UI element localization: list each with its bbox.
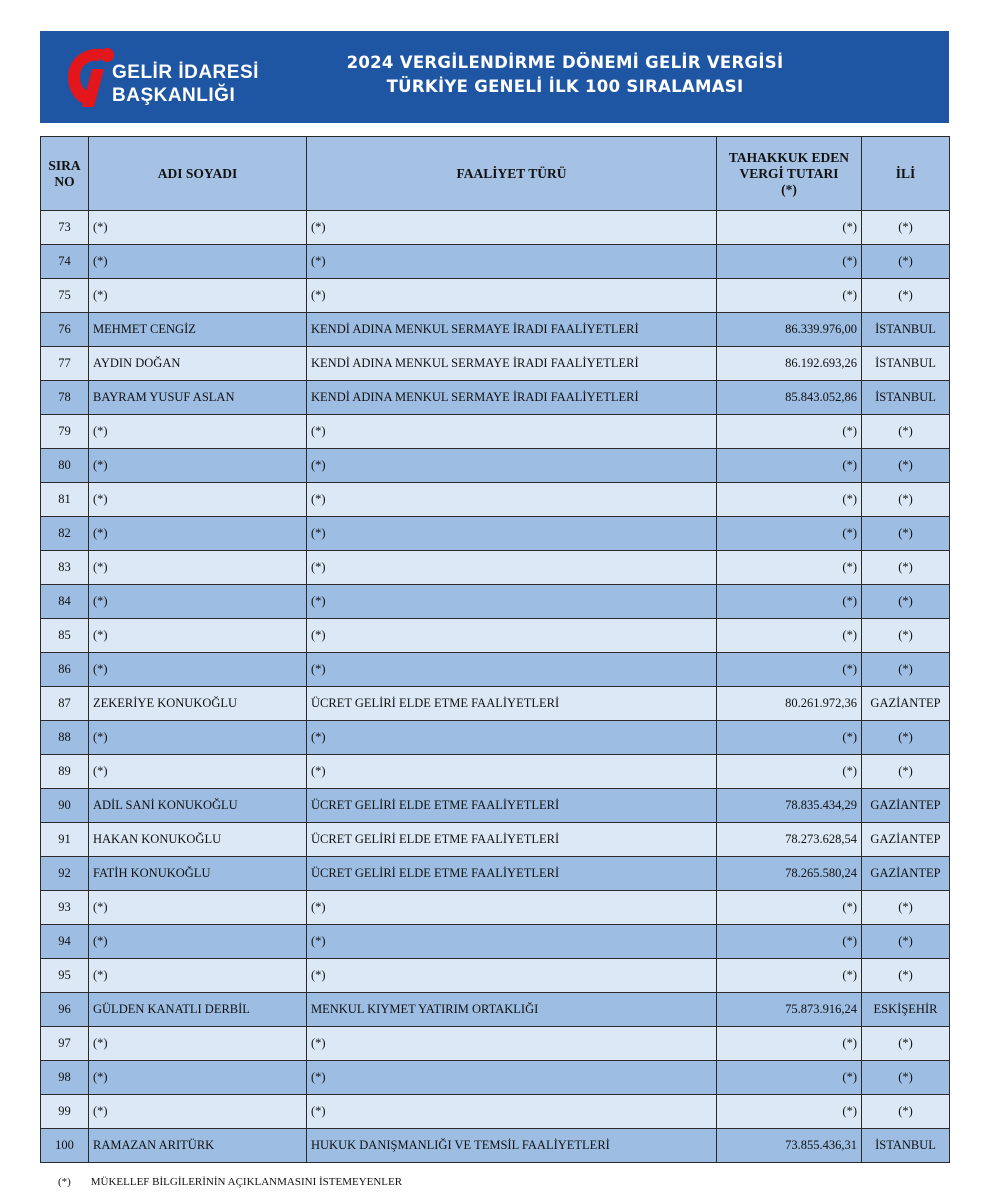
cell-activity: (*): [307, 653, 717, 687]
table-row: [41, 449, 950, 483]
cell-city: İSTANBUL: [862, 381, 950, 415]
cell-tax-amount: (*): [717, 551, 862, 585]
table-row: [41, 347, 950, 381]
table-row: [41, 823, 950, 857]
cell-name: RAMAZAN ARITÜRK: [89, 1129, 307, 1163]
cell-rank-no: 74: [41, 245, 89, 279]
cell-tax-amount: (*): [717, 619, 862, 653]
cell-tax-amount: (*): [717, 1095, 862, 1129]
gib-logo: [62, 41, 272, 113]
table-row: [41, 1027, 950, 1061]
cell-activity: (*): [307, 925, 717, 959]
table-row: [41, 381, 950, 415]
cell-activity: (*): [307, 721, 717, 755]
cell-city: ESKİŞEHİR: [862, 993, 950, 1027]
cell-tax-amount: 80.261.972,36: [717, 687, 862, 721]
cell-tax-amount: 85.843.052,86: [717, 381, 862, 415]
cell-city: (*): [862, 551, 950, 585]
cell-rank-no: 96: [41, 993, 89, 1027]
cell-activity: (*): [307, 1095, 717, 1129]
cell-activity: ÜCRET GELİRİ ELDE ETME FAALİYETLERİ: [307, 823, 717, 857]
table-row: [41, 585, 950, 619]
cell-tax-amount: 78.265.580,24: [717, 857, 862, 891]
col-header-name: ADI SOYADI: [89, 137, 307, 211]
table-row: [41, 517, 950, 551]
cell-city: (*): [862, 415, 950, 449]
table-row: [41, 551, 950, 585]
page-title: [290, 51, 840, 99]
cell-name: (*): [89, 891, 307, 925]
page-title-line2: TÜRKİYE GENELİ İLK 100 SIRALAMASI: [386, 77, 744, 96]
cell-activity: (*): [307, 449, 717, 483]
cell-name: (*): [89, 517, 307, 551]
table-row: [41, 415, 950, 449]
cell-tax-amount: (*): [717, 449, 862, 483]
org-name-line1: GELİR İDARESİ: [112, 62, 259, 83]
cell-tax-amount: (*): [717, 585, 862, 619]
cell-city: (*): [862, 1061, 950, 1095]
footnote-mark: (*): [58, 1176, 71, 1188]
table-row: [41, 313, 950, 347]
cell-activity: (*): [307, 619, 717, 653]
cell-name: (*): [89, 925, 307, 959]
cell-name: (*): [89, 483, 307, 517]
col-header-amount: [717, 137, 862, 211]
cell-city: (*): [862, 959, 950, 993]
cell-activity: (*): [307, 483, 717, 517]
cell-city: İSTANBUL: [862, 313, 950, 347]
cell-rank-no: 84: [41, 585, 89, 619]
cell-tax-amount: (*): [717, 959, 862, 993]
org-name-line2: BAŞKANLIĞI: [112, 85, 236, 106]
col-header-amount-line1: TAHAKKUK EDEN: [728, 149, 850, 165]
cell-rank-no: 77: [41, 347, 89, 381]
footnote-text: MÜKELLEF BİLGİLERİNİN AÇIKLANMASINI İSTEMEYENLER: [90, 1176, 403, 1188]
cell-rank-no: 80: [41, 449, 89, 483]
cell-name: (*): [89, 415, 307, 449]
table-row: [41, 1129, 950, 1163]
table-row: [41, 1061, 950, 1095]
cell-rank-no: 88: [41, 721, 89, 755]
table-row: [41, 789, 950, 823]
cell-rank-no: 81: [41, 483, 89, 517]
cell-activity: MENKUL KIYMET YATIRIM ORTAKLIĞI: [307, 993, 717, 1027]
cell-tax-amount: (*): [717, 653, 862, 687]
table-row: [41, 755, 950, 789]
org-name: [112, 61, 259, 107]
cell-rank-no: 86: [41, 653, 89, 687]
cell-tax-amount: 78.835.434,29: [717, 789, 862, 823]
cell-tax-amount: (*): [717, 517, 862, 551]
cell-city: (*): [862, 449, 950, 483]
cell-rank-no: 94: [41, 925, 89, 959]
cell-name: ADİL SANİ KONUKOĞLU: [89, 789, 307, 823]
cell-activity: (*): [307, 415, 717, 449]
cell-rank-no: 91: [41, 823, 89, 857]
cell-activity: (*): [307, 1027, 717, 1061]
table-row: [41, 483, 950, 517]
cell-name: (*): [89, 755, 307, 789]
cell-city: (*): [862, 517, 950, 551]
cell-rank-no: 89: [41, 755, 89, 789]
cell-rank-no: 93: [41, 891, 89, 925]
table-row: [41, 619, 950, 653]
cell-activity: (*): [307, 245, 717, 279]
cell-tax-amount: (*): [717, 483, 862, 517]
table-row: [41, 653, 950, 687]
cell-activity: ÜCRET GELİRİ ELDE ETME FAALİYETLERİ: [307, 687, 717, 721]
cell-activity: (*): [307, 585, 717, 619]
table-row: [41, 687, 950, 721]
cell-rank-no: 83: [41, 551, 89, 585]
cell-name: ZEKERİYE KONUKOĞLU: [89, 687, 307, 721]
cell-city: (*): [862, 279, 950, 313]
cell-activity: (*): [307, 211, 717, 245]
cell-name: AYDIN DOĞAN: [89, 347, 307, 381]
cell-rank-no: 73: [41, 211, 89, 245]
cell-activity: (*): [307, 551, 717, 585]
cell-city: (*): [862, 721, 950, 755]
table-row: [41, 925, 950, 959]
cell-name: GÜLDEN KANATLI DERBİL: [89, 993, 307, 1027]
cell-rank-no: 98: [41, 1061, 89, 1095]
cell-city: GAZİANTEP: [862, 857, 950, 891]
cell-city: (*): [862, 1095, 950, 1129]
cell-activity: (*): [307, 891, 717, 925]
cell-name: (*): [89, 619, 307, 653]
cell-name: (*): [89, 279, 307, 313]
cell-rank-no: 95: [41, 959, 89, 993]
col-header-no-line2: NO: [54, 173, 75, 189]
cell-activity: KENDİ ADINA MENKUL SERMAYE İRADI FAALİYETLERİ: [307, 347, 717, 381]
cell-rank-no: 78: [41, 381, 89, 415]
cell-tax-amount: (*): [717, 279, 862, 313]
cell-name: (*): [89, 585, 307, 619]
cell-activity: (*): [307, 517, 717, 551]
cell-rank-no: 97: [41, 1027, 89, 1061]
cell-tax-amount: (*): [717, 415, 862, 449]
cell-city: (*): [862, 245, 950, 279]
cell-name: (*): [89, 1095, 307, 1129]
cell-activity: (*): [307, 1061, 717, 1095]
cell-rank-no: 75: [41, 279, 89, 313]
col-header-activity: FAALİYET TÜRÜ: [307, 137, 717, 211]
cell-name: BAYRAM YUSUF ASLAN: [89, 381, 307, 415]
table-row: [41, 993, 950, 1027]
cell-name: (*): [89, 551, 307, 585]
cell-rank-no: 87: [41, 687, 89, 721]
col-header-amount-line3: (*): [781, 181, 797, 197]
table-row: [41, 959, 950, 993]
cell-tax-amount: 78.273.628,54: [717, 823, 862, 857]
ranking-table: [40, 136, 950, 1163]
table-row: [41, 279, 950, 313]
table-row: [41, 721, 950, 755]
cell-city: (*): [862, 1027, 950, 1061]
table-body: [41, 211, 950, 1163]
cell-rank-no: 99: [41, 1095, 89, 1129]
cell-tax-amount: (*): [717, 1061, 862, 1095]
cell-tax-amount: (*): [717, 721, 862, 755]
cell-rank-no: 90: [41, 789, 89, 823]
col-header-city: İLİ: [862, 137, 950, 211]
cell-tax-amount: (*): [717, 925, 862, 959]
cell-tax-amount: 86.192.693,26: [717, 347, 862, 381]
cell-city: İSTANBUL: [862, 347, 950, 381]
cell-rank-no: 82: [41, 517, 89, 551]
cell-name: (*): [89, 653, 307, 687]
table-row: [41, 245, 950, 279]
cell-city: (*): [862, 653, 950, 687]
cell-city: (*): [862, 585, 950, 619]
cell-tax-amount: (*): [717, 1027, 862, 1061]
cell-activity: ÜCRET GELİRİ ELDE ETME FAALİYETLERİ: [307, 857, 717, 891]
cell-city: İSTANBUL: [862, 1129, 950, 1163]
cell-city: (*): [862, 925, 950, 959]
page-title-line1: 2024 VERGİLENDİRME DÖNEMİ GELİR VERGİSİ: [346, 53, 784, 72]
cell-name: (*): [89, 959, 307, 993]
cell-rank-no: 92: [41, 857, 89, 891]
cell-tax-amount: 86.339.976,00: [717, 313, 862, 347]
cell-name: (*): [89, 245, 307, 279]
cell-rank-no: 79: [41, 415, 89, 449]
cell-name: FATİH KONUKOĞLU: [89, 857, 307, 891]
cell-tax-amount: (*): [717, 891, 862, 925]
cell-city: (*): [862, 891, 950, 925]
header-banner: [40, 31, 949, 123]
cell-tax-amount: 75.873.916,24: [717, 993, 862, 1027]
cell-activity: (*): [307, 755, 717, 789]
cell-city: (*): [862, 211, 950, 245]
cell-tax-amount: 73.855.436,31: [717, 1129, 862, 1163]
table-row: [41, 1095, 950, 1129]
cell-activity: (*): [307, 279, 717, 313]
cell-rank-no: 76: [41, 313, 89, 347]
table-row: [41, 891, 950, 925]
col-header-no: [41, 137, 89, 211]
cell-activity: KENDİ ADINA MENKUL SERMAYE İRADI FAALİYETLERİ: [307, 313, 717, 347]
cell-activity: ÜCRET GELİRİ ELDE ETME FAALİYETLERİ: [307, 789, 717, 823]
table-row: [41, 857, 950, 891]
cell-city: (*): [862, 483, 950, 517]
cell-name: (*): [89, 449, 307, 483]
table-header-row: [41, 137, 950, 211]
cell-activity: KENDİ ADINA MENKUL SERMAYE İRADI FAALİYETLERİ: [307, 381, 717, 415]
cell-name: (*): [89, 1061, 307, 1095]
cell-tax-amount: (*): [717, 211, 862, 245]
cell-tax-amount: (*): [717, 755, 862, 789]
cell-name: MEHMET CENGİZ: [89, 313, 307, 347]
cell-name: (*): [89, 1027, 307, 1061]
cell-rank-no: 100: [41, 1129, 89, 1163]
cell-city: GAZİANTEP: [862, 687, 950, 721]
cell-activity: HUKUK DANIŞMANLIĞI VE TEMSİL FAALİYETLERİ: [307, 1129, 717, 1163]
cell-tax-amount: (*): [717, 245, 862, 279]
table-row: [41, 211, 950, 245]
cell-name: (*): [89, 211, 307, 245]
col-header-no-line1: SIRA: [48, 157, 81, 173]
col-header-amount-line2: VERGİ TUTARI: [739, 165, 839, 181]
cell-activity: (*): [307, 959, 717, 993]
cell-city: GAZİANTEP: [862, 789, 950, 823]
cell-city: GAZİANTEP: [862, 823, 950, 857]
cell-name: HAKAN KONUKOĞLU: [89, 823, 307, 857]
cell-name: (*): [89, 721, 307, 755]
footnote: [58, 1176, 402, 1188]
cell-city: (*): [862, 755, 950, 789]
cell-city: (*): [862, 619, 950, 653]
cell-rank-no: 85: [41, 619, 89, 653]
